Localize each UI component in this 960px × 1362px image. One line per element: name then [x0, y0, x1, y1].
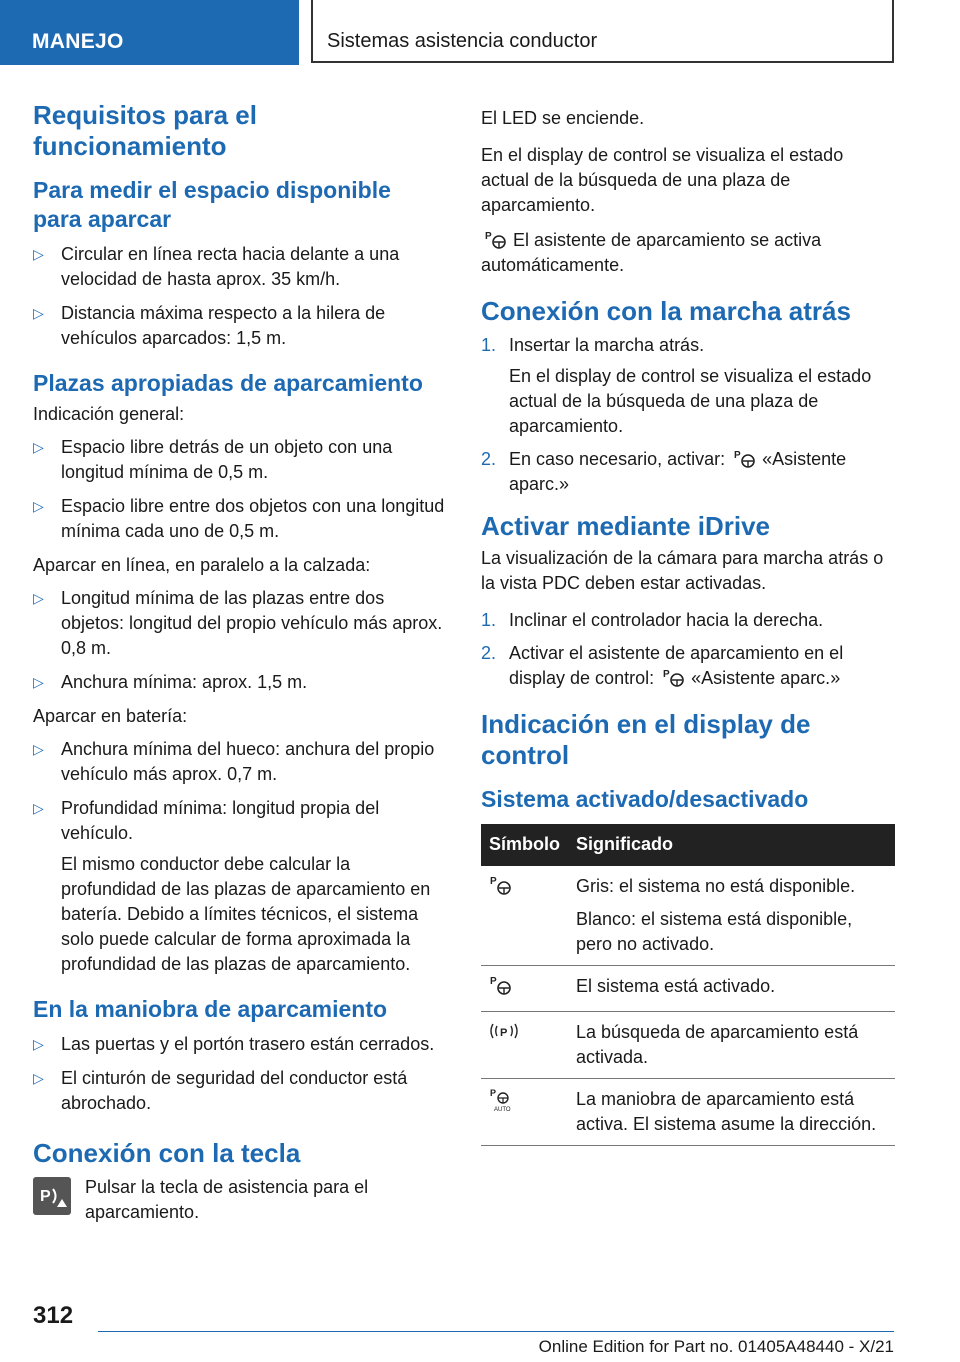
heading-tecla: Conexión con la tecla: [33, 1138, 301, 1168]
tecla-text: Pulsar la tecla de asistencia para el aparcamiento.: [85, 1177, 369, 1222]
marcha-steps: [481, 333, 895, 497]
park-auto-icon: [489, 1087, 519, 1113]
svg-text:P: P: [485, 231, 492, 242]
bateria-note: El mismo conductor debe calcular la profundidad de las plazas de aparcamiento en batería. Debido a límites técnicos, el sistema solo puede calcular de forma aproximada la profundidad de las plazas de aparcamiento.: [61, 854, 431, 974]
heading-marcha: Conexión con la marcha atrás: [481, 296, 851, 326]
list-item: 1. Insertar la marcha atrás. En el display de control se visualiza el estado actual de la búsqueda de una plaza de aparcamiento.: [481, 335, 872, 436]
table-row: [481, 866, 895, 966]
symbol-cell: [481, 966, 568, 1012]
table-row: [481, 1079, 895, 1146]
maniobra-list: [33, 1032, 447, 1116]
list-item: ▷ Anchura mínima del hueco: anchura del propio vehículo más aprox. 0,7 m.: [33, 739, 435, 784]
list-item: ▷ Longitud mínima de las plazas entre dos objetos: longitud del propio vehículo más aprox. 0,8 m.: [33, 588, 443, 658]
list-item: 1. Inclinar el controlador hacia la derecha.: [481, 610, 824, 630]
list-item: ▷ Circular en línea recta hacia delante a una velocidad de hasta aprox. 35 km/h.: [33, 244, 400, 289]
header-chapter-box: [311, 0, 894, 63]
list-item: 2. Activar el asistente de aparcamiento en el display de control: P «Asistente aparc.»: [481, 643, 844, 688]
general-label: Indicación general:: [33, 404, 185, 424]
symbol-cell: [481, 1012, 568, 1079]
svg-text:P: P: [490, 876, 497, 887]
list-item: ▷ Anchura mínima: aprox. 1,5 m.: [33, 670, 447, 695]
meaning-cell: La búsqueda de aparcamiento está activada.: [568, 1012, 895, 1079]
led-text: El LED se enciende.: [481, 108, 645, 128]
linea-label: Aparcar en línea, en paralelo a la calzada:: [33, 555, 371, 575]
heading-plazas: Plazas apropiadas de aparcamiento: [33, 370, 423, 396]
left-column: [33, 100, 447, 1225]
park-search-icon: [489, 1020, 519, 1042]
table-header-symbol: Símbolo: [481, 824, 568, 866]
symbol-cell: [481, 1079, 568, 1146]
idrive-text: La visualización de la cámara para marcha atrás o la vista PDC deben estar activadas.: [481, 548, 884, 593]
list-item: ▷ El cinturón de seguridad del conductor está abrochado.: [33, 1068, 408, 1113]
footer-divider: [98, 1331, 894, 1332]
park-assist-active-icon: [489, 974, 513, 996]
header-section-tab: [0, 0, 299, 65]
linea-list: [33, 586, 447, 695]
svg-text:P: P: [490, 1088, 497, 1098]
meaning-cell: La maniobra de aparcamiento está activa. El sistema asume la dirección.: [568, 1079, 895, 1146]
meaning-cell: El sistema está activado.: [568, 966, 895, 1012]
svg-text:P: P: [663, 669, 670, 680]
footer-edition: Online Edition for Part no. 01405A48440 - X/21: [538, 1337, 894, 1356]
heading-sistema: Sistema activado/desactivado: [481, 786, 809, 812]
list-item: ▷ Profundidad mínima: longitud propia del vehículo. El mismo conductor debe calcular la profundidad de las plazas de aparcamiento en batería. Debido a límites técnicos, el sistema solo puede calcular de forma aproximada la profundidad de las plazas de aparcamiento.: [33, 796, 447, 977]
auto-activation-text: P El asistente de aparcamiento se activa automáticamente.: [481, 230, 822, 275]
heading-medir-espacio: Para medir el espacio disponible para aparcar: [33, 177, 391, 232]
table-row: [481, 966, 895, 1012]
heading-maniobra: En la maniobra de aparcamiento: [33, 996, 388, 1022]
park-assist-icon: [734, 448, 756, 468]
right-column: [481, 106, 895, 1146]
idrive-steps: [481, 608, 895, 691]
meaning-cell: Gris: el sistema no está disponible. Blanco: el sistema está disponible, pero no activado.: [568, 866, 895, 966]
triangle-bullet-icon: ▷: [33, 590, 44, 606]
triangle-bullet-icon: ▷: [33, 674, 44, 690]
svg-text:P: P: [500, 1027, 508, 1039]
svg-text:P: P: [734, 450, 741, 461]
park-assist-gray-icon: [489, 874, 513, 896]
heading-idrive: Activar mediante iDrive: [481, 511, 771, 541]
tecla-row: [33, 1175, 447, 1225]
svg-text:P: P: [40, 1188, 51, 1205]
table-header-meaning: Significado: [568, 824, 895, 866]
general-list: [33, 435, 447, 544]
symbol-table: [481, 824, 895, 1146]
triangle-bullet-icon: ▷: [33, 439, 44, 455]
header-chapter-label: Sistemas asistencia conductor: [327, 30, 598, 52]
triangle-bullet-icon: ▷: [33, 246, 44, 262]
triangle-bullet-icon: ▷: [33, 800, 44, 816]
triangle-bullet-icon: ▷: [33, 305, 44, 321]
park-assist-icon: [485, 229, 507, 249]
bateria-label: Aparcar en batería:: [33, 706, 188, 726]
park-assist-button-icon: [33, 1177, 71, 1215]
list-item: ▷ Distancia máxima respecto a la hilera de vehículos aparcados: 1,5 m.: [33, 303, 386, 348]
triangle-bullet-icon: ▷: [33, 1070, 44, 1086]
list-item: ▷ Las puertas y el portón trasero están cerrados.: [33, 1032, 447, 1057]
list-item: ▷ Espacio libre entre dos objetos con una longitud mínima cada uno de 0,5 m.: [33, 496, 445, 541]
symbol-cell: [481, 866, 568, 966]
triangle-bullet-icon: ▷: [33, 741, 44, 757]
table-header-row: [481, 824, 895, 866]
page-number: 312: [33, 1302, 74, 1329]
bateria-list: [33, 737, 447, 977]
list-item: 2. En caso necesario, activar: P «Asistente aparc.»: [481, 449, 847, 494]
svg-text:P: P: [490, 976, 497, 987]
list-item: ▷ Espacio libre detrás de un objeto con una longitud mínima de 0,5 m.: [33, 437, 393, 482]
display-text: En el display de control se visualiza el estado actual de la búsqueda de una plaza de aparcamiento.: [481, 145, 844, 215]
header-section-label: MANEJO: [32, 30, 124, 53]
heading-indicacion: Indicación en el display de control: [481, 709, 811, 770]
table-row: [481, 1012, 895, 1079]
auto-label: AUTO: [494, 1107, 511, 1113]
park-assist-icon: [663, 667, 685, 687]
triangle-bullet-icon: ▷: [33, 1036, 44, 1052]
medir-list: [33, 242, 447, 351]
heading-requisitos: Requisitos para el funcionamiento: [33, 100, 257, 161]
triangle-bullet-icon: ▷: [33, 498, 44, 514]
